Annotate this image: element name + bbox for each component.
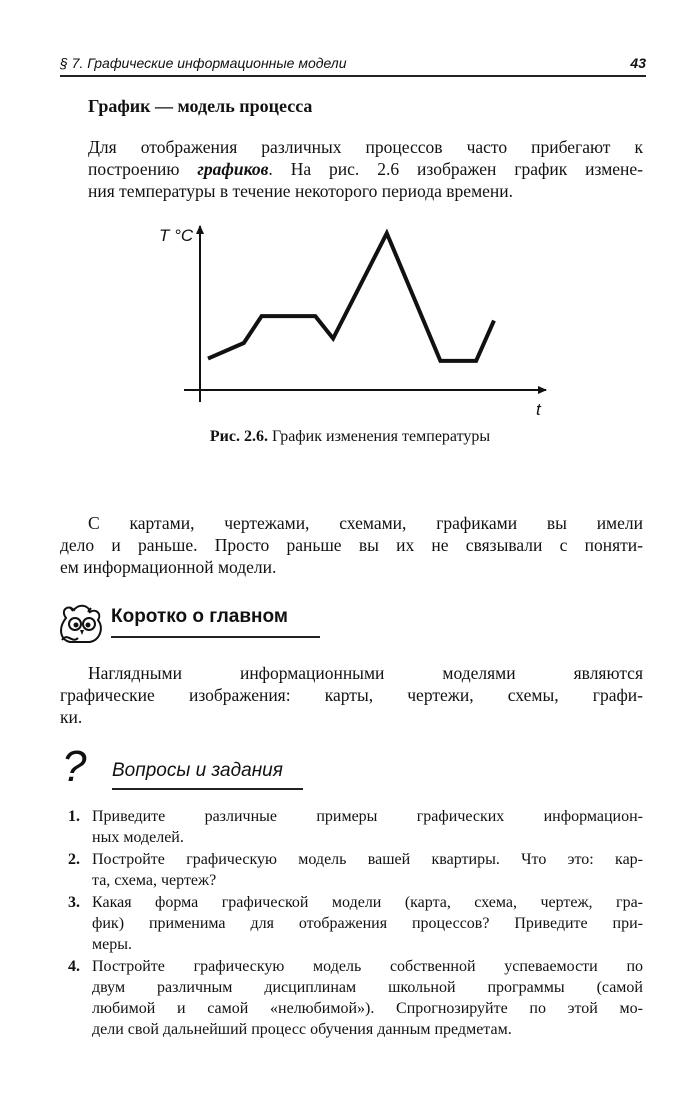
task-line: любимой и самой «нелюбимой»). Спрогнозируйте по этой мо- [92,1000,643,1017]
task-line: дели свой дальнейший процесс обучения данным предметам. [92,1021,512,1038]
task-number: 1. [68,808,80,825]
task-number: 2. [68,851,80,868]
figure-caption-text: График изменения температуры [267,428,491,445]
questions-title: Вопросы и задания [112,760,283,781]
task-line: ных моделей. [92,829,184,846]
summary-line-2: графические изображения: карты, чертежи, схемы, графи- [60,685,643,705]
page-number: 43 [630,55,646,71]
task-line: Постройте графическую модель собственной успеваемости по [92,958,643,975]
maps-line-3: ем информационной модели. [60,557,277,577]
question-mark-icon: ? [62,742,87,791]
summary-title-rule [111,636,320,638]
task-item-4 [68,956,643,1040]
maps-line-2: дело и раньше. Просто раньше вы их не связывали с поняти- [60,535,643,555]
temperature-series-line [208,233,494,361]
maps-line-1: С картами, чертежами, схемами, графиками вы имели [88,513,643,533]
summary-line-3: ки. [60,707,83,727]
task-line: та, схема, чертеж? [92,872,217,889]
task-line: двум различным дисциплинам школьной программы (самой [92,979,643,996]
intro-line-3: ния температуры в течение некоторого периода времени. [88,181,514,201]
task-item-1 [68,806,643,848]
task-item-3 [68,892,643,955]
graphs-term: графиков [197,159,269,179]
task-line: Приведите различные примеры графических информацион- [92,808,643,825]
summary-title: Коротко о главном [111,606,288,627]
task-item-2 [68,849,643,891]
summary-line-1: Наглядными информационными моделями являются [88,663,643,683]
task-number: 3. [68,894,80,911]
running-header-title: § 7. Графические информационные модели [60,55,347,71]
questions-title-rule [112,788,303,790]
y-axis-label: T °C [159,226,194,245]
task-line: Постройте графическую модель вашей квартиры. Что это: кар- [92,851,643,868]
intro-line-2: построению графиков. На рис. 2.6 изображен график измене- [88,159,643,179]
section-heading: График — модель процесса [88,96,313,116]
task-list [68,806,643,1041]
figure-caption-label: Рис. 2.6. [209,428,268,445]
intro-line-1: Для отображения различных процессов часто прибегают к [88,137,643,157]
summary-paragraph [60,662,643,728]
task-line: Какая форма графической модели (карта, схема, чертеж, гра- [92,894,643,911]
x-axis-label: t [536,400,541,419]
figure-caption [0,428,700,446]
maps-paragraph [60,512,643,578]
task-number: 4. [68,958,80,975]
task-line: фик) применима для отображения процессов? Приведите при- [92,915,643,932]
task-line: меры. [92,936,132,953]
